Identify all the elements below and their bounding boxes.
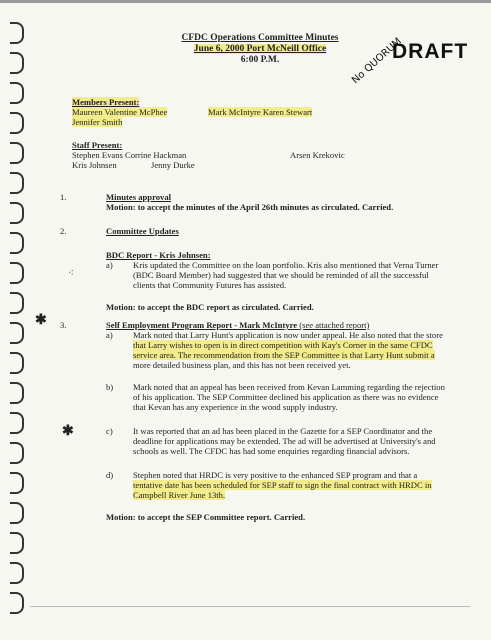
members-heading: Members Present:	[72, 97, 140, 107]
staff-names-col2: Arsen Krekovic	[290, 150, 345, 160]
paragraph-line: tentative date has been scheduled for SEP staff to sign the final contract with HRDC in	[133, 480, 432, 490]
binder-hole	[10, 352, 24, 374]
draft-stamp: DRAFT	[392, 40, 469, 63]
binder-hole	[10, 292, 24, 314]
member-name: Maureen Valentine McPhee	[72, 107, 168, 117]
binder-hole	[10, 142, 24, 164]
staff-names: Kris Johnsen Jenny Durke	[72, 160, 195, 170]
margin-mark: ⁖	[68, 268, 74, 279]
header-title: CFDC Operations Committee Minutes	[181, 33, 339, 43]
binder-hole	[10, 322, 24, 344]
binder-hole	[10, 472, 24, 494]
binder-hole	[10, 502, 24, 524]
paragraph-line: Stephen noted that HRDC is very positive to the enhanced SEP program and that a	[133, 470, 418, 480]
item-number: 1.	[60, 192, 67, 202]
list-label: d)	[106, 470, 114, 480]
paragraph-line: more detailed business plan, and this has not been received yet.	[133, 360, 351, 370]
binder-hole	[10, 52, 24, 74]
paragraph-line: schools as well. The CFDC has had some enquiries regarding financial advisors.	[133, 446, 410, 456]
paragraph-line: that Larry wishes to open is in direct competition with Kay's Corner in the same CFDC	[133, 340, 433, 350]
item-title: Self Employment Program Report - Mark McIntyre (see attached report)	[106, 320, 370, 330]
paragraph-line: service area. The recommendation from the SEP Committee is that Larry Hunt submit a	[133, 350, 435, 360]
paragraph-line: Mark noted that Larry Hunt's application is now under appeal. He also noted that the store	[133, 330, 443, 340]
paragraph-line: It was reported that an ad has been placed in the Gazette for a SEP Coordinator and the	[133, 426, 433, 436]
list-label: a)	[106, 330, 113, 340]
member-name: Jennifer Smith	[72, 117, 123, 127]
asterisk-icon: ✱	[62, 424, 74, 439]
subsection-heading: BDC Report - Kris Johnsen:	[106, 250, 211, 260]
no-quorum-note: No QUORUM	[350, 36, 404, 87]
staff-names: Stephen Evans Corrine Hackman	[72, 150, 187, 160]
binder-hole	[10, 22, 24, 44]
binder-hole	[10, 82, 24, 104]
list-label: a)	[106, 260, 113, 270]
header-date-location	[180, 44, 340, 54]
binder-hole	[10, 562, 24, 584]
asterisk-icon: ✱	[35, 313, 47, 328]
list-label: c)	[106, 426, 113, 436]
paragraph-line: clients that Community Futures has assisted.	[133, 280, 287, 290]
binder-holes	[4, 0, 28, 640]
binder-hole	[10, 442, 24, 464]
binder-hole	[10, 202, 24, 224]
page-divider	[30, 606, 470, 607]
paragraph-line: that Kevan has any experience in the wood supply industry.	[133, 402, 338, 412]
binder-hole	[10, 382, 24, 404]
binder-hole	[10, 232, 24, 254]
header-time: 6:00 P.M.	[240, 55, 280, 65]
page-edge	[0, 0, 491, 3]
paragraph-line: Kris updated the Committee on the loan portfolio. Kris also mentioned that Verna Turner	[133, 260, 439, 270]
motion-text: Motion: to accept the SEP Committee report. Carried.	[106, 512, 306, 522]
binder-hole	[10, 592, 24, 614]
item-title: Minutes approval	[106, 192, 172, 202]
binder-hole	[10, 262, 24, 284]
paragraph-line: Campbell River June 13th.	[133, 490, 226, 500]
paragraph-line: Mark noted that an appeal has been received from Kevan Lamming regarding the rejection	[133, 382, 445, 392]
staff-heading: Staff Present:	[72, 140, 123, 150]
header-date: June 6, 2000 Port McNeill Office	[193, 44, 327, 54]
binder-hole	[10, 412, 24, 434]
item-number: 2.	[60, 226, 67, 236]
motion-text: Motion: to accept the BDC report as circulated. Carried.	[106, 302, 314, 312]
binder-hole	[10, 172, 24, 194]
binder-hole	[10, 112, 24, 134]
member-names-col2: Mark McIntyre Karen Stewart	[208, 107, 313, 117]
binder-hole	[10, 532, 24, 554]
list-label: b)	[106, 382, 114, 392]
paragraph-line: of his application. The SEP Committee declined his application as there was no evidence	[133, 392, 439, 402]
paragraph-line: deadline for applications may be extended. The ad will be advertised at University's and	[133, 436, 436, 446]
item-number: 3.	[60, 320, 67, 330]
item-title: Committee Updates	[106, 226, 179, 236]
paragraph-line: (BDC Board Member) had suggested that we should be reminded of all the successful	[133, 270, 429, 280]
motion-text: Motion: to accept the minutes of the April 26th minutes as circulated. Carried.	[106, 202, 394, 212]
